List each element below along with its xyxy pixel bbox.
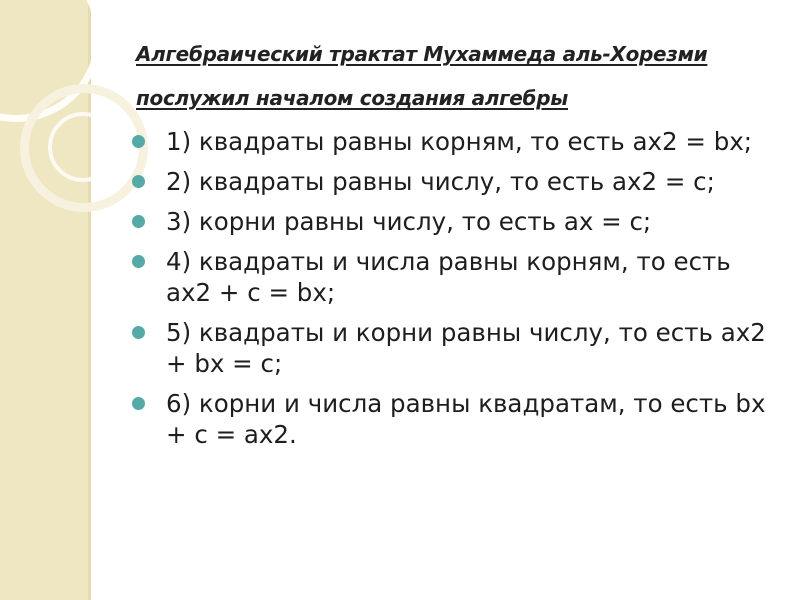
list-item-1 [128, 126, 768, 157]
slide-title-line-2: послужил началом создания алгебры [136, 86, 568, 110]
bullet-icon [132, 135, 145, 148]
bullet-icon [132, 175, 145, 188]
list-item-2 [128, 166, 768, 197]
list-item-6 [128, 388, 768, 450]
bullet-icon [132, 326, 145, 339]
list-item-text: 5) квадраты и корни равны числу, то есть ах2 + bх = с; [166, 318, 766, 378]
list-item-5 [128, 317, 768, 379]
decorative-ring-small [48, 112, 118, 182]
slide-title-line-1: Алгебраический трактат Мухаммеда аль-Хорезми [136, 42, 708, 66]
list-item-text: 1) квадраты равны корням, то есть ах2 = bх; [166, 127, 753, 156]
list-item-text: 3) корни равны числу, то есть ах = с; [166, 207, 652, 236]
bullet-icon [132, 255, 145, 268]
list-item-text: 4) квадраты и числа равны корням, то есть ах2 + с = bх; [166, 247, 731, 307]
list-item-4 [128, 246, 768, 308]
equation-types-list [128, 126, 768, 459]
bullet-icon [132, 397, 145, 410]
slide-title [136, 32, 776, 120]
list-item-text: 2) квадраты равны числу, то есть ах2 = с; [166, 167, 715, 196]
list-item-3 [128, 206, 768, 237]
bullet-icon [132, 215, 145, 228]
list-item-text: 6) корни и числа равны квадратам, то есть bх + с = ах2. [166, 389, 766, 449]
